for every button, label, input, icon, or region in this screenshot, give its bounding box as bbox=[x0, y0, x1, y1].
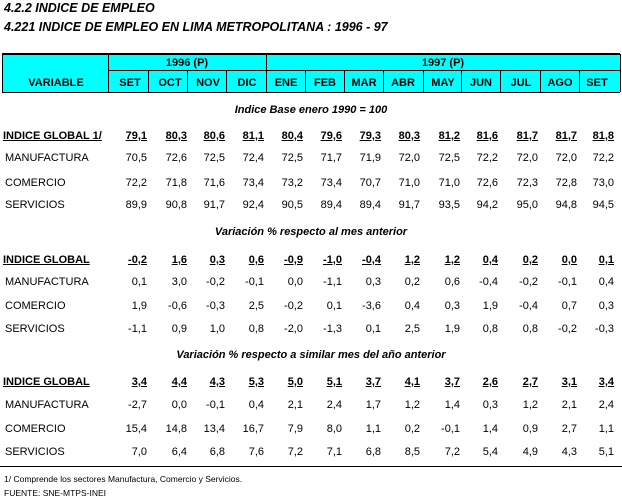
table-cell: 1,2 bbox=[404, 399, 420, 411]
section-subheading: Indice Base enero 1990 = 100 bbox=[234, 104, 388, 116]
table-title: 4.221 INDICE DE EMPLEO EN LIMA METROPOLITANA : 1996 - 97 bbox=[4, 20, 388, 34]
table-cell: 13,4 bbox=[203, 423, 225, 435]
sector-row-label: SERVICIOS bbox=[5, 446, 65, 458]
table-cell: 90,8 bbox=[165, 199, 187, 211]
header-column-rule bbox=[148, 70, 149, 92]
table-cell: 0,8 bbox=[522, 323, 538, 335]
table-cell: 72,4 bbox=[242, 152, 264, 164]
table-cell: 15,4 bbox=[125, 423, 147, 435]
table-cell: 0,4 bbox=[598, 276, 614, 288]
table-cell: 79,3 bbox=[359, 130, 381, 142]
month-header: DIC bbox=[237, 77, 257, 89]
table-cell: 71,6 bbox=[203, 177, 225, 189]
table-cell: 94,8 bbox=[555, 199, 577, 211]
table-cell: 7,6 bbox=[248, 446, 264, 458]
table-cell: 5,4 bbox=[482, 446, 498, 458]
table-cell: -1,1 bbox=[323, 276, 342, 288]
table-cell: 2,1 bbox=[561, 399, 577, 411]
table-cell: 90,5 bbox=[281, 199, 303, 211]
table-cell: -0,3 bbox=[206, 300, 225, 312]
table-cell: 89,4 bbox=[359, 199, 381, 211]
total-row-label: INDICE GLOBAL bbox=[3, 376, 90, 388]
table-cell: 3,7 bbox=[444, 376, 460, 388]
table-cell: 71,8 bbox=[165, 177, 187, 189]
month-header: SET bbox=[119, 77, 141, 89]
table-cell: 2,6 bbox=[482, 376, 498, 388]
table-cell: -2,7 bbox=[128, 399, 147, 411]
header-column-rule bbox=[461, 70, 462, 92]
footnote: 1/ Comprende los sectores Manufactura, Comercio y Servicios. bbox=[4, 474, 243, 484]
header-column-rule bbox=[305, 70, 306, 92]
table-cell: 2,4 bbox=[598, 399, 614, 411]
table-cell: -0,9 bbox=[284, 254, 303, 266]
table-cell: -2,0 bbox=[284, 323, 303, 335]
table-cell: 0,0 bbox=[171, 399, 187, 411]
header-column-rule bbox=[108, 54, 109, 92]
table-cell: 7,1 bbox=[326, 446, 342, 458]
table-cell: 71,0 bbox=[438, 177, 460, 189]
table-cell: 2,7 bbox=[561, 423, 577, 435]
table-cell: 1,9 bbox=[444, 323, 460, 335]
table-cell: -0,6 bbox=[168, 300, 187, 312]
table-cell: 80,4 bbox=[281, 130, 303, 142]
table-cell: 5,1 bbox=[598, 446, 614, 458]
table-cell: 94,2 bbox=[476, 199, 498, 211]
month-header: SET bbox=[586, 77, 608, 89]
table-cell: 2,5 bbox=[248, 300, 264, 312]
table-cell: 2,7 bbox=[522, 376, 538, 388]
table-cell: 0,0 bbox=[287, 276, 303, 288]
table-cell: 72,5 bbox=[438, 152, 460, 164]
table-cell: 72,0 bbox=[398, 152, 420, 164]
table-cell: 0,3 bbox=[209, 254, 225, 266]
table-cell: 1,1 bbox=[598, 423, 614, 435]
table-cell: 0,4 bbox=[482, 254, 498, 266]
month-header: ABR bbox=[391, 77, 415, 89]
table-cell: 0,0 bbox=[561, 254, 577, 266]
table-cell: 93,5 bbox=[438, 199, 460, 211]
table-cell: 72,6 bbox=[165, 152, 187, 164]
table-cell: 72,2 bbox=[592, 152, 614, 164]
table-cell: 0,3 bbox=[598, 300, 614, 312]
table-cell: 79,1 bbox=[125, 130, 147, 142]
table-cell: 0,2 bbox=[404, 276, 420, 288]
table-cell: 7,9 bbox=[287, 423, 303, 435]
table-cell: 1,1 bbox=[365, 423, 381, 435]
table-cell: 7,2 bbox=[444, 446, 460, 458]
table-cell: 73,2 bbox=[281, 177, 303, 189]
table-cell: 81,2 bbox=[438, 130, 460, 142]
table-cell: 4,4 bbox=[171, 376, 187, 388]
month-header: JUN bbox=[469, 77, 492, 89]
sector-row-label: COMERCIO bbox=[5, 177, 66, 189]
table-cell: 0,3 bbox=[482, 399, 498, 411]
table-cell: 5,0 bbox=[287, 376, 303, 388]
table-cell: 0,1 bbox=[598, 254, 614, 266]
table-cell: -0,1 bbox=[245, 276, 264, 288]
table-cell: 91,7 bbox=[203, 199, 225, 211]
table-cell: 0,1 bbox=[365, 323, 381, 335]
table-cell: 72,5 bbox=[203, 152, 225, 164]
table-cell: 0,3 bbox=[444, 300, 460, 312]
table-cell: -0,2 bbox=[558, 323, 577, 335]
table-cell: 71,0 bbox=[398, 177, 420, 189]
sector-row-label: COMERCIO bbox=[5, 300, 66, 312]
section-title: 4.2.2 INDICE DE EMPLEO bbox=[4, 1, 155, 15]
table-cell: 72,2 bbox=[125, 177, 147, 189]
year-1996-header: 1996 (P) bbox=[165, 57, 209, 69]
table-cell: 95,0 bbox=[516, 199, 538, 211]
table-cell: 89,9 bbox=[125, 199, 147, 211]
header-column-rule bbox=[266, 54, 267, 92]
table-cell: 80,3 bbox=[398, 130, 420, 142]
table-cell: 72,8 bbox=[555, 177, 577, 189]
table-cell: 1,4 bbox=[482, 423, 498, 435]
table-cell: 81,7 bbox=[555, 130, 577, 142]
table-cell: 2,1 bbox=[287, 399, 303, 411]
table-cell: -0,1 bbox=[558, 276, 577, 288]
table-cell: -0,2 bbox=[519, 276, 538, 288]
table-cell: -0,1 bbox=[206, 399, 225, 411]
total-row-label: INDICE GLOBAL 1/ bbox=[3, 130, 102, 142]
header-column-rule bbox=[2, 54, 3, 92]
table-cell: 0,8 bbox=[248, 323, 264, 335]
sector-row-label: SERVICIOS bbox=[5, 323, 65, 335]
table-cell: 1,4 bbox=[444, 399, 460, 411]
month-header: JUL bbox=[510, 77, 532, 89]
table-cell: 3,4 bbox=[131, 376, 147, 388]
table-cell: -0,4 bbox=[519, 300, 538, 312]
table-cell: 6,8 bbox=[209, 446, 225, 458]
table-cell: 4,3 bbox=[561, 446, 577, 458]
table-cell: -1,3 bbox=[323, 323, 342, 335]
month-header: AGO bbox=[547, 77, 573, 89]
table-cell: 80,6 bbox=[203, 130, 225, 142]
table-cell: 73,4 bbox=[320, 177, 342, 189]
table-cell: 0,1 bbox=[131, 276, 147, 288]
month-header: ENE bbox=[274, 77, 298, 89]
table-cell: 70,7 bbox=[359, 177, 381, 189]
header-column-rule bbox=[344, 70, 345, 92]
table-cell: 7,0 bbox=[131, 446, 147, 458]
table-cell: 3,4 bbox=[598, 376, 614, 388]
table-cell: 0,4 bbox=[404, 300, 420, 312]
total-row-label: INDICE GLOBAL bbox=[3, 254, 90, 266]
table-cell: 81,7 bbox=[516, 130, 538, 142]
table-cell: 8,5 bbox=[404, 446, 420, 458]
header-bottom-rule bbox=[2, 92, 620, 93]
table-cell: 3,7 bbox=[365, 376, 381, 388]
table-cell: 72,0 bbox=[516, 152, 538, 164]
section-subheading: Variación % respecto a similar mes del año anterior bbox=[176, 349, 446, 361]
month-header: NOV bbox=[196, 77, 220, 89]
sector-row-label: SERVICIOS bbox=[5, 199, 65, 211]
table-cell: 72,6 bbox=[476, 177, 498, 189]
month-header: FEB bbox=[314, 77, 336, 89]
header-column-rule bbox=[383, 70, 384, 92]
header-top-rule-2 bbox=[2, 54, 620, 55]
footer-rule bbox=[0, 466, 622, 467]
table-cell: 81,6 bbox=[476, 130, 498, 142]
table-cell: 81,8 bbox=[592, 130, 614, 142]
table-cell: 72,3 bbox=[516, 177, 538, 189]
table-cell: 1,9 bbox=[482, 300, 498, 312]
table-cell: 3,0 bbox=[171, 276, 187, 288]
table-cell: -1,1 bbox=[128, 323, 147, 335]
table-cell: 72,0 bbox=[555, 152, 577, 164]
table-cell: 1,7 bbox=[365, 399, 381, 411]
section-subheading: Variación % respecto al mes anterior bbox=[214, 226, 408, 238]
header-column-rule bbox=[187, 70, 188, 92]
table-cell: 0,3 bbox=[365, 276, 381, 288]
table-cell: -3,6 bbox=[362, 300, 381, 312]
table-cell: 1,2 bbox=[404, 254, 420, 266]
table-cell: 1,9 bbox=[131, 300, 147, 312]
sector-row-label: COMERCIO bbox=[5, 423, 66, 435]
table-cell: 94,5 bbox=[592, 199, 614, 211]
header-column-rule bbox=[500, 70, 501, 92]
sector-row-label: MANUFACTURA bbox=[5, 276, 89, 288]
table-cell: 1,2 bbox=[444, 254, 460, 266]
table-cell: -1,0 bbox=[323, 254, 342, 266]
table-cell: -0,2 bbox=[206, 276, 225, 288]
table-cell: 0,8 bbox=[482, 323, 498, 335]
header-column-rule bbox=[540, 70, 541, 92]
header-column-rule bbox=[620, 54, 621, 92]
table-cell: 0,9 bbox=[171, 323, 187, 335]
source-note: FUENTE: SNE-MTPS-INEI bbox=[4, 488, 107, 498]
header-column-rule bbox=[226, 70, 227, 92]
table-cell: 16,7 bbox=[242, 423, 264, 435]
month-header: MAY bbox=[431, 77, 455, 89]
table-cell: 0,2 bbox=[404, 423, 420, 435]
table-cell: 92,4 bbox=[242, 199, 264, 211]
sector-row-label: MANUFACTURA bbox=[5, 152, 89, 164]
table-cell: 71,7 bbox=[320, 152, 342, 164]
table-cell: 1,6 bbox=[171, 254, 187, 266]
table-cell: 4,1 bbox=[404, 376, 420, 388]
table-cell: 0,7 bbox=[561, 300, 577, 312]
table-cell: 89,4 bbox=[320, 199, 342, 211]
table-cell: -0,2 bbox=[128, 254, 147, 266]
table-cell: -0,2 bbox=[284, 300, 303, 312]
table-cell: 73,4 bbox=[242, 177, 264, 189]
table-cell: 73,0 bbox=[592, 177, 614, 189]
table-cell: -0,3 bbox=[595, 323, 614, 335]
table-cell: 0,2 bbox=[522, 254, 538, 266]
table-cell: 4,9 bbox=[522, 446, 538, 458]
table-cell: 2,4 bbox=[326, 399, 342, 411]
table-cell: 3,1 bbox=[561, 376, 577, 388]
table-cell: 72,5 bbox=[281, 152, 303, 164]
table-cell: 1,0 bbox=[209, 323, 225, 335]
table-cell: 1,2 bbox=[522, 399, 538, 411]
table-cell: 79,6 bbox=[320, 130, 342, 142]
variable-header: VARIABLE bbox=[28, 77, 84, 89]
table-cell: -0,4 bbox=[479, 276, 498, 288]
table-cell: 70,5 bbox=[125, 152, 147, 164]
table-cell: 0,1 bbox=[326, 300, 342, 312]
table-cell: -0,4 bbox=[362, 254, 381, 266]
year-1997-header: 1997 (P) bbox=[421, 57, 465, 69]
table-cell: 4,3 bbox=[209, 376, 225, 388]
table-cell: 8,0 bbox=[326, 423, 342, 435]
table-cell: 0,4 bbox=[248, 399, 264, 411]
table-cell: 80,3 bbox=[165, 130, 187, 142]
table-cell: 0,6 bbox=[444, 276, 460, 288]
table-cell: 6,4 bbox=[171, 446, 187, 458]
table-cell: 6,8 bbox=[365, 446, 381, 458]
header-column-rule bbox=[579, 70, 580, 92]
year-divider-rule bbox=[108, 70, 620, 71]
table-cell: 5,1 bbox=[326, 376, 342, 388]
table-cell: 71,9 bbox=[359, 152, 381, 164]
header-column-rule bbox=[423, 70, 424, 92]
table-cell: 2,5 bbox=[404, 323, 420, 335]
table-cell: 0,9 bbox=[522, 423, 538, 435]
month-header: MAR bbox=[351, 77, 377, 89]
table-cell: 0,6 bbox=[248, 254, 264, 266]
table-cell: 14,8 bbox=[165, 423, 187, 435]
month-header: OCT bbox=[158, 77, 182, 89]
table-cell: 5,3 bbox=[248, 376, 264, 388]
table-cell: 81,1 bbox=[242, 130, 264, 142]
table-cell: 72,2 bbox=[476, 152, 498, 164]
table-cell: -0,1 bbox=[441, 423, 460, 435]
table-cell: 91,7 bbox=[398, 199, 420, 211]
table-cell: 7,2 bbox=[287, 446, 303, 458]
sector-row-label: MANUFACTURA bbox=[5, 399, 89, 411]
